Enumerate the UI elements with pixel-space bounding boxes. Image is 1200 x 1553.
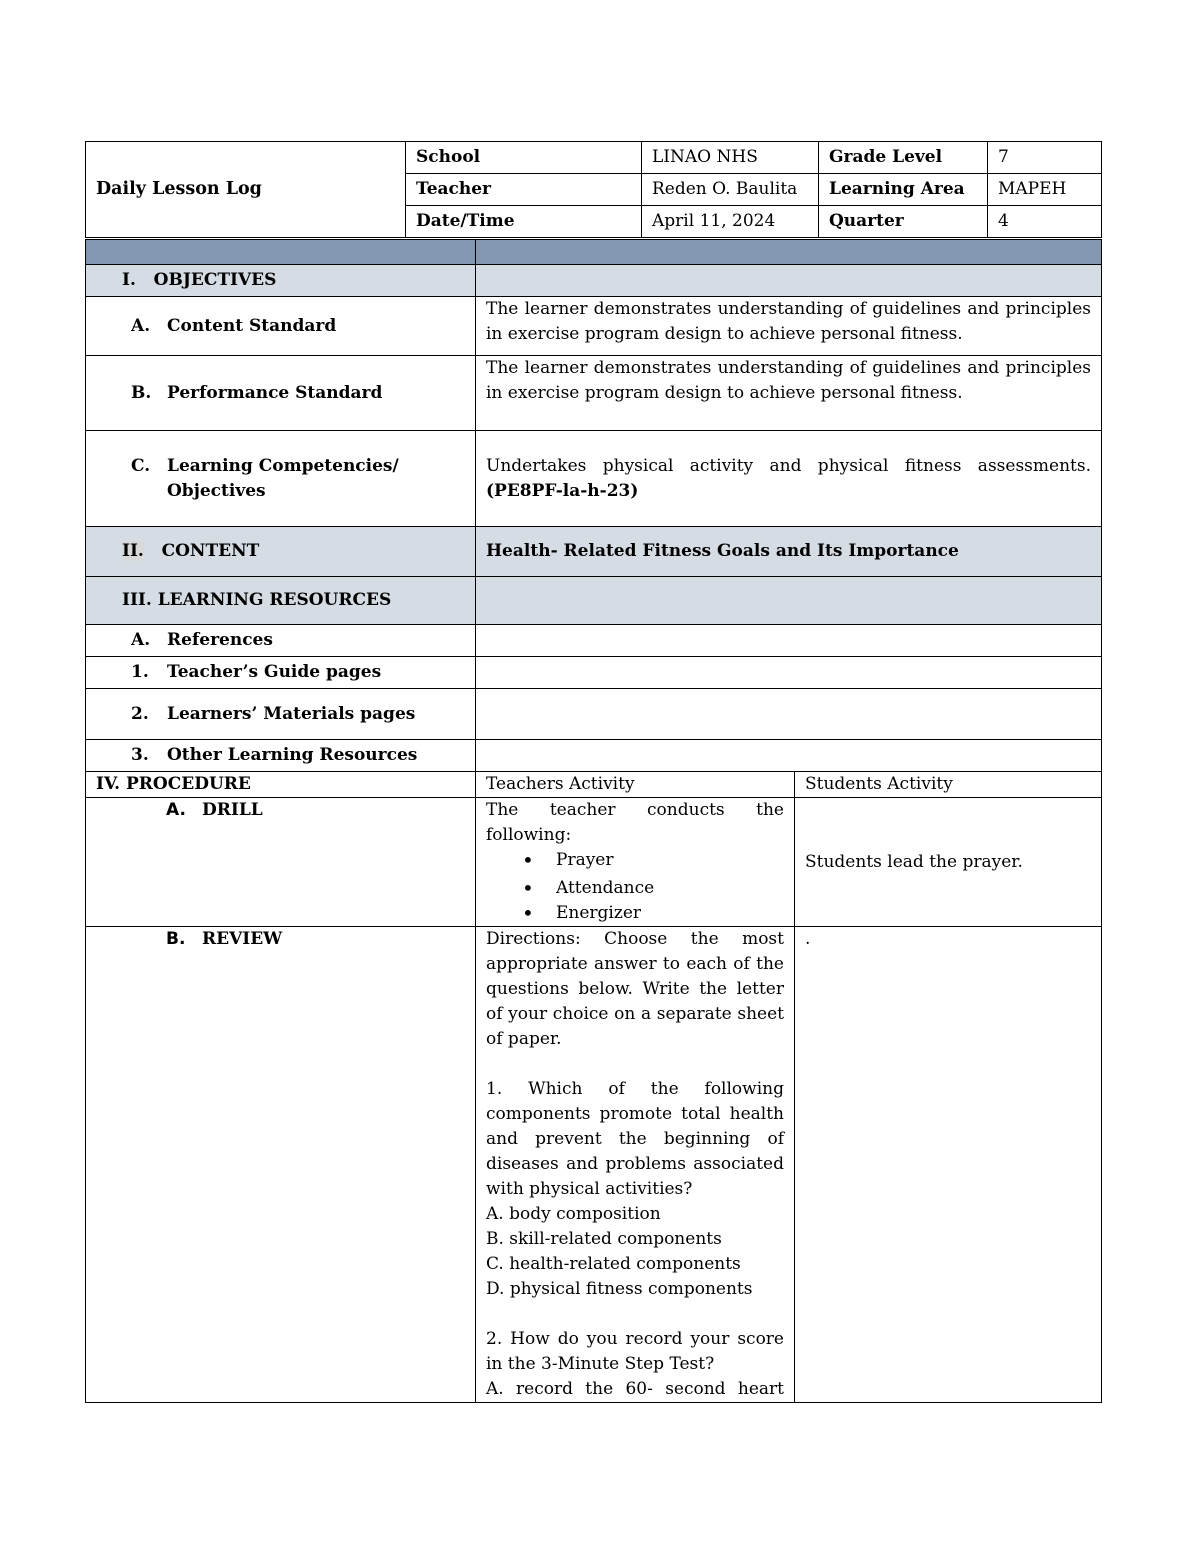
grade-level-label: Grade Level: [819, 142, 988, 174]
performance-standard-row: [86, 356, 1102, 431]
content-standard-row: [86, 297, 1102, 356]
drill-intro: The teacher conducts the following:: [486, 800, 784, 845]
list-item: • Attendance: [556, 876, 784, 901]
performance-standard-label: Performance Standard: [167, 382, 383, 403]
resource-item-label: Other Learning Resources: [167, 745, 418, 765]
content-standard-letter: A.: [131, 315, 151, 336]
grade-level-value: 7: [988, 142, 1102, 174]
learning-area-label: Learning Area: [819, 174, 988, 206]
teachers-activity-header: Teachers Activity: [476, 772, 795, 798]
references-label: References: [167, 630, 273, 650]
drill-students-text: Students lead the prayer.: [795, 798, 1102, 927]
objectives-num: I.: [122, 270, 136, 290]
review-choice: B. skill-related components: [486, 1229, 722, 1249]
competencies-code: (PE8PF-la-h-23): [486, 480, 639, 501]
school-label: School: [406, 142, 642, 174]
performance-standard-letter: B.: [131, 382, 152, 403]
resource-item-row: [86, 740, 1102, 772]
review-choice: D. physical fitness components: [486, 1279, 753, 1299]
resource-item-label: Learners’ Materials pages: [167, 703, 416, 724]
review-row: [86, 927, 1102, 1403]
list-item: • Energizer: [556, 901, 784, 926]
quarter-value: 4: [988, 206, 1102, 238]
procedure-label: IV. PROCEDURE: [86, 772, 476, 798]
objectives-label: OBJECTIVES: [153, 270, 277, 290]
competencies-label-line1: Learning Competencies/: [167, 455, 399, 476]
school-value: LINAO NHS: [642, 142, 819, 174]
content-standard-label: Content Standard: [167, 315, 337, 336]
students-activity-header: Students Activity: [795, 772, 1102, 798]
references-letter: A.: [131, 630, 151, 650]
content-row: [86, 527, 1102, 577]
resource-item-num: 2.: [131, 703, 149, 724]
header-table: [85, 141, 1102, 238]
content-standard-text: The learner demonstrates understanding of guidelines and principles in exercise program design to achieve personal fitness.: [476, 297, 1102, 356]
review-label: REVIEW: [202, 929, 283, 949]
review-choice: C. health-related components: [486, 1254, 741, 1274]
competencies-letter: C.: [131, 455, 151, 476]
review-letter: B.: [166, 929, 186, 949]
banner-cell: [476, 240, 1102, 265]
objectives-heading: [86, 265, 476, 297]
learning-resources-heading: III. LEARNING RESOURCES: [86, 577, 476, 625]
date-time-value: April 11, 2024: [642, 206, 819, 238]
teacher-value: Reden O. Baulita: [642, 174, 819, 206]
content-num: II.: [122, 541, 144, 561]
performance-standard-text: The learner demonstrates understanding of guidelines and principles in exercise program design to achieve personal fitness.: [476, 356, 1102, 431]
learning-area-value: MAPEH: [988, 174, 1102, 206]
banner-cell: [86, 240, 476, 265]
resource-item-num: 1.: [131, 662, 149, 682]
review-choice: A. record the 60- second heart: [486, 1379, 784, 1399]
log-title: Daily Lesson Log: [86, 142, 406, 238]
procedure-header-row: [86, 772, 1102, 798]
list-item: • Prayer: [556, 848, 784, 873]
review-students-text: .: [795, 927, 1102, 1403]
banner-row: [86, 240, 1102, 265]
resource-item-row: [86, 657, 1102, 689]
competencies-row: [86, 431, 1102, 527]
review-question-2: 2. How do you record your score in the 3-Minute Step Test?: [486, 1329, 784, 1374]
drill-letter: A.: [166, 800, 186, 820]
competencies-text: Undertakes physical activity and physical fitness assessments.: [486, 455, 1091, 476]
content-label: CONTENT: [161, 541, 260, 561]
teacher-label: Teacher: [406, 174, 642, 206]
resource-item-num: 3.: [131, 745, 149, 765]
lesson-table: [85, 239, 1102, 1403]
review-choice: A. body composition: [486, 1204, 661, 1224]
date-time-label: Date/Time: [406, 206, 642, 238]
learning-resources-row: [86, 577, 1102, 625]
review-directions: Directions: Choose the most appropriate answer to each of the questions below. Write the letter of your choice on a separate sheet of paper.: [486, 929, 784, 1049]
competencies-label-line2: Objectives: [167, 480, 266, 501]
content-text: Health- Related Fitness Goals and Its Importance: [476, 527, 1102, 577]
references-row: [86, 625, 1102, 657]
resource-item-label: Teacher’s Guide pages: [167, 662, 382, 682]
resource-item-row: [86, 689, 1102, 740]
objectives-row: [86, 265, 1102, 297]
quarter-label: Quarter: [819, 206, 988, 238]
drill-list: [486, 848, 784, 926]
drill-row: [86, 798, 1102, 927]
drill-label: DRILL: [202, 800, 263, 820]
review-question-1: 1. Which of the following components promote total health and prevent the beginning of diseases and problems associated with physical activities?: [486, 1079, 784, 1199]
